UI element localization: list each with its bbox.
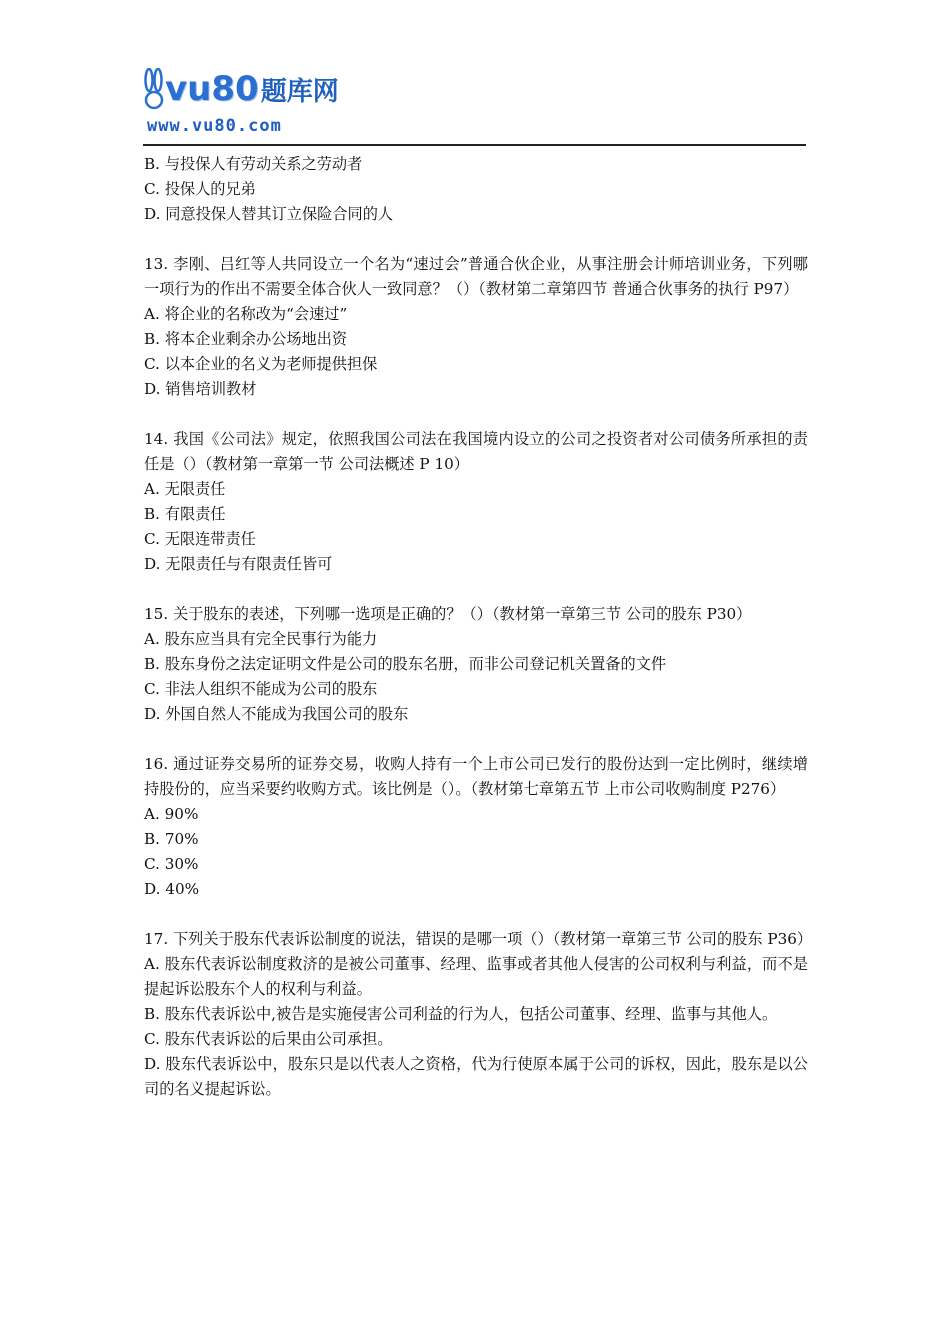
question-15 [144,602,808,727]
question-text: 14. 我国《公司法》规定，依照我国公司法在我国境内设立的公司之投资者对公司债务所承担的责任是（）（教材第一章第一节 公司法概述 P 10） [144,430,808,473]
option-d: D. 销售培训教材 [144,380,257,398]
option-b: B. 股东代表诉讼中,被告是实施侵害公司利益的行为人，包括公司董事、经理、监事与其他人。 [144,1005,778,1023]
logo-top [143,66,339,112]
option-c: C. 股东代表诉讼的后果由公司承担。 [144,1030,393,1048]
option-d: D. 无限责任与有限责任皆可 [144,555,333,573]
logo-mark: vu80 [165,69,259,109]
option-d: D. 股东代表诉讼中，股东只是以代表人之资格，代为行使原本属于公司的诉权，因此，股东是以公司的名义提起诉讼。 [144,1055,808,1098]
option-d: D. 40% [144,880,200,898]
question-text: 15. 关于股东的表述，下列哪一选项是正确的？（）（教材第一章第三节 公司的股东 P30） [144,605,752,623]
option-a: A. 将企业的名称改为“会速过” [144,305,348,323]
question-16 [144,752,808,902]
option-a: A. 股东代表诉讼制度救济的是被公司董事、经理、监事或者其他人侵害的公司权利与利益，而不是提起诉讼股东个人的权利与利益。 [144,955,808,998]
question-text: 13. 李刚、吕红等人共同设立一个名为“速过会”普通合伙企业，从事注册会计师培训业务，下列哪一项行为的作出不需要全体合伙人一致同意？（）（教材第二章第四节 普通合伙事务的执行 P97） [144,255,808,298]
option-b: B. 有限责任 [144,505,226,523]
question-text: 17. 下列关于股东代表诉讼制度的说法，错误的是哪一项（）（教材第一章第三节 公司的股东 P36） [144,930,813,948]
logo-url: www.vu80.com [147,116,282,136]
option-c: C. 无限连带责任 [144,530,256,548]
question-17 [144,927,813,1102]
document-body [144,152,813,1102]
option-c: C. 30% [144,855,199,873]
previous-question-options [144,152,808,227]
option-a: A. 股东应当具有完全民事行为能力 [144,630,378,648]
rabbit-icon [143,68,165,110]
option-b: B. 70% [144,830,199,848]
option-a: A. 90% [144,805,199,823]
option-b: B. 与投保人有劳动关系之劳动者 [144,155,363,173]
page-header [143,66,806,146]
vu80-logo [143,66,343,140]
logo-chinese: 题库网 [260,76,339,107]
option-c: C. 非法人组织不能成为公司的股东 [144,680,378,698]
question-14 [144,427,808,577]
question-text: 16. 通过证券交易所的证券交易，收购人持有一个上市公司已发行的股份达到一定比例时，继续增持股份的，应当采要约收购方式。该比例是（）。（教材第七章第五节 上市公司收购制度 P276） [144,755,808,798]
option-c: C. 以本企业的名义为老师提供担保 [144,355,378,373]
option-c: C. 投保人的兄弟 [144,180,256,198]
option-d: D. 同意投保人替其订立保险合同的人 [144,205,394,223]
question-13 [144,252,808,402]
option-b: B. 将本企业剩余办公场地出资 [144,330,348,348]
option-b: B. 股东身份之法定证明文件是公司的股东名册，而非公司登记机关置备的文件 [144,655,667,673]
option-a: A. 无限责任 [144,480,226,498]
option-d: D. 外国自然人不能成为我国公司的股东 [144,705,409,723]
